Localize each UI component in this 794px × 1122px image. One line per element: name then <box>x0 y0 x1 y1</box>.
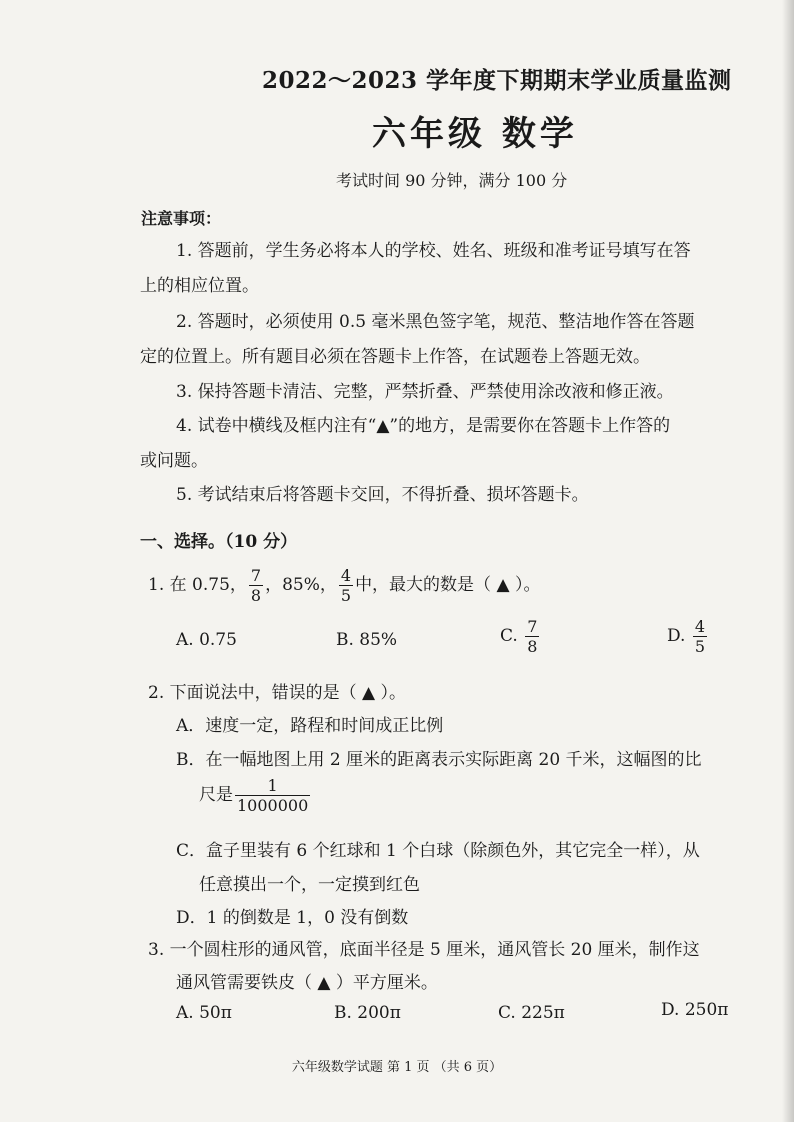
q3-option-d: D. 250π <box>661 1000 729 1020</box>
notice-line: 定的位置上。所有题目必须在答题卡上作答，在试题卷上答题无效。 <box>140 347 650 367</box>
notice-line: 上的相应位置。 <box>140 276 259 296</box>
q1-text-1: 1. 在 0.75， <box>148 575 247 595</box>
exam-header-title: 2022～2023 学年度下期期末学业质量监测 <box>262 67 732 94</box>
q2-option-c: C．盒子里装有 6 个红球和 1 个白球（除颜色外，其它完全一样），从 <box>176 841 700 861</box>
fraction-numerator: 4 <box>340 566 352 585</box>
question-1-stem <box>148 566 540 605</box>
notice-line: 或问题。 <box>140 451 208 471</box>
fraction <box>235 776 310 815</box>
q2-option-b-cont <box>199 776 312 815</box>
q3-option-b: B. 200π <box>334 1003 401 1023</box>
fraction <box>249 566 263 605</box>
fraction-numerator: 7 <box>250 566 262 585</box>
q2-option-c-cont: 任意摸出一个，一定摸到红色 <box>199 875 420 895</box>
fraction-denominator: 1000000 <box>237 796 309 815</box>
q2-option-b: B．在一幅地图上用 2 厘米的距离表示实际距离 20 千米，这幅图的比 <box>176 750 702 770</box>
q1-option-d <box>667 617 709 656</box>
fraction-numerator: 7 <box>527 617 538 636</box>
question-3-stem-cont: 通风管需要铁皮（ ▲ ）平方厘米。 <box>176 973 438 993</box>
fraction-denominator: 5 <box>340 586 352 605</box>
q3-option-c: C. 225π <box>498 1003 565 1023</box>
section-title: 一、选择。（10 分） <box>140 532 298 552</box>
q2-option-a: A．速度一定，路程和时间成正比例 <box>176 716 444 736</box>
q2-option-d: D．1 的倒数是 1，0 没有倒数 <box>176 908 409 928</box>
notice-line: 1. 答题前，学生务必将本人的学校、姓名、班级和准考证号填写在答 <box>176 241 691 261</box>
q1-option-d-label: D. <box>667 626 686 646</box>
fraction <box>339 566 353 605</box>
page-edge-shadow <box>782 0 794 1122</box>
question-2-stem: 2. 下面说法中，错误的是（ ▲ ）。 <box>148 683 407 703</box>
page-footer: 六年级数学试题 第 1 页 （共 6 页） <box>291 1060 503 1075</box>
q1-text-3: 中，最大的数是（ ▲ ）。 <box>355 575 541 595</box>
notice-heading: 注意事项： <box>141 209 222 228</box>
q2-option-b-prefix: 尺是 <box>199 785 233 805</box>
q1-option-c-label: C. <box>500 626 518 646</box>
q1-option-c <box>500 617 541 656</box>
notice-line: 5. 考试结束后将答题卡交回，不得折叠、损坏答题卡。 <box>176 485 589 505</box>
q1-option-a: A. 0.75 <box>176 630 237 650</box>
notice-line: 4. 试卷中横线及框内注有“▲”的地方，是需要你在答题卡上作答的 <box>176 416 671 436</box>
subject-title: 六年级 数学 <box>372 114 578 154</box>
fraction <box>693 617 707 656</box>
fraction-numerator: 1 <box>267 776 278 795</box>
question-3-stem: 3. 一个圆柱形的通风管，底面半径是 5 厘米，通风管长 20 厘米，制作这 <box>148 940 700 960</box>
q1-option-b: B. 85% <box>336 630 398 650</box>
notice-line: 2. 答题时，必须使用 0.5 毫米黑色签字笔，规范、整洁地作答在答题 <box>176 312 695 332</box>
notice-line: 3. 保持答题卡清洁、完整，严禁折叠、严禁使用涂改液和修正液。 <box>176 382 674 402</box>
q3-option-a: A. 50π <box>176 1003 232 1023</box>
fraction-denominator: 8 <box>250 586 262 605</box>
fraction-numerator: 4 <box>694 617 706 636</box>
fraction-denominator: 5 <box>694 637 706 656</box>
q1-text-2: ，85%， <box>265 575 337 595</box>
fraction <box>525 617 539 656</box>
fraction-denominator: 8 <box>527 637 538 656</box>
exam-info: 考试时间 90 分钟，满分 100 分 <box>336 171 568 190</box>
